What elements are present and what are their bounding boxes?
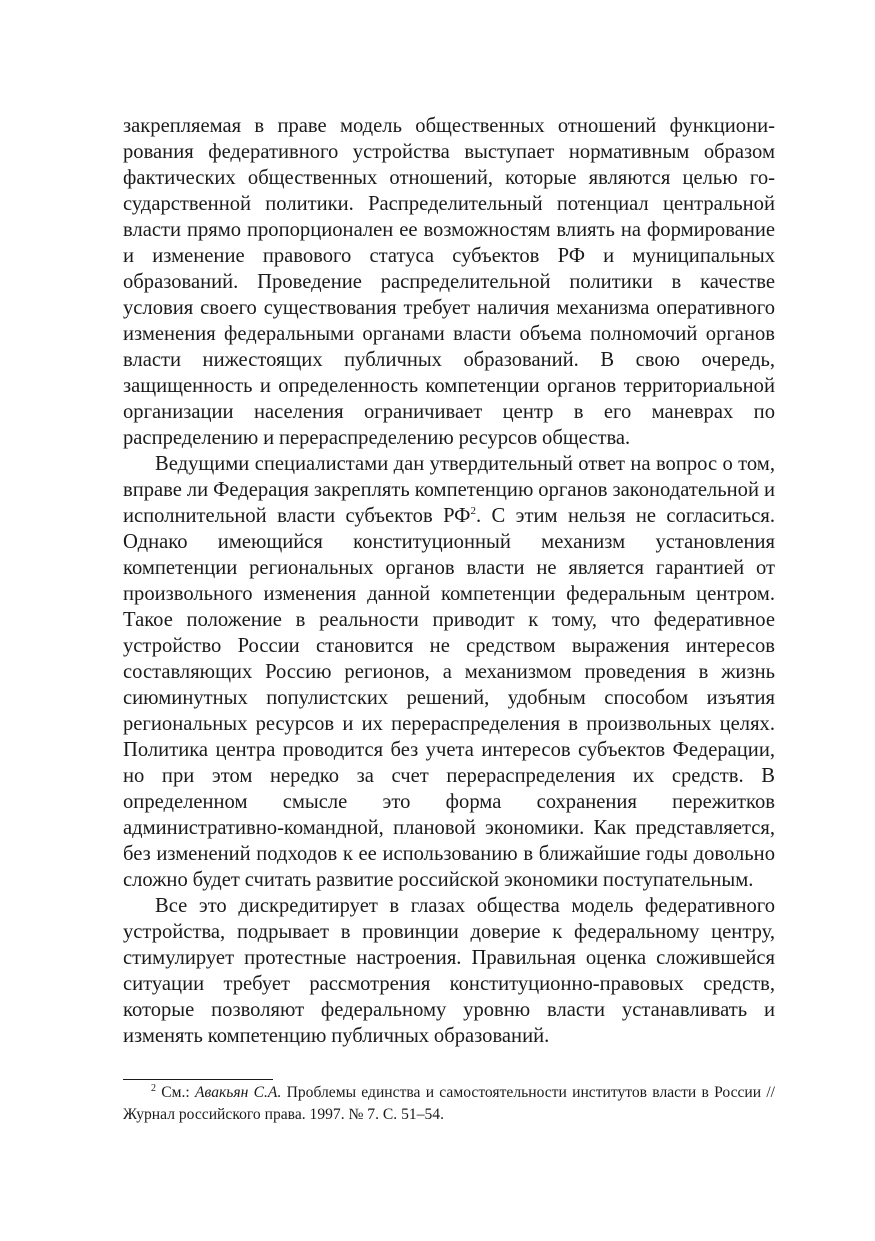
paragraph-3: Все это дискредитирует в глазах общества модель федеративного устройства, подрывает в провинции доверие к федеральному центру, стимулирует протестные настроения. Правильная оценка сложившейся ситуации требует рассмотрения конституционно-правовых средств, которые позволяют федеральному уровню власти устанавливать и изменять компетенцию публичных образований. [123, 895, 775, 1047]
paragraph-1: закрепляемая в праве модель общественных отношений функционирования федеративного устройства выступает нормативным образом фактических общественных отношений, которые являются целью государственной политики. Распределительный потенциал центральной власти прямо пропорционален ее возможностям влиять на формирование и изменение правового статуса субъектов РФ и муниципальных образований. Проведение распределительной политики в качестве условия своего существования требует наличия механизма оперативного изменения федеральными органами власти объема полномочий органов власти нижестоящих публичных образований. В свою очередь, защищенность и определенность компетенции органов территориальной организации населения ограничивает центр в его маневрах по распределению и перераспределению ресурсов общества. [123, 115, 775, 449]
paragraph-2-rest: С этим нельзя не согласиться. Однако имеющийся конституционный механизм установления компетенции региональных органов власти не является гарантией от произвольного изменения данной компетенции федеральным центром. Такое положение в реальности приводит к тому, что федеративное устройство России становится не средством выражения интересов составляющих Россию регионов, а механизмом проведения в жизнь сиюминутных популистских решений, удобным способом изъятия региональных ресурсов и их перераспределения в произвольных целях. Политика центра проводится без учета интересов субъектов Федерации, но при этом нередко за счет перераспределения их средств. В определенном смысле это форма сохранения пережитков административно-командной, плановой экономики. Как представляется, без изменений подходов к ее использованию в ближайшие годы довольно сложно будет считать развитие российской экономики поступательным. [123, 505, 775, 891]
paragraph-2-lead: Ведущими специалистами дан утвердительный ответ на вопрос о том, вправе ли Федерация закреплять компетенцию органов законодательной и исполнительной власти субъектов РФ [123, 453, 775, 527]
footnote-reference[interactable]: 2 [470, 505, 476, 518]
paragraph-2-ref-tail: . [475, 505, 492, 527]
footnote-prefix: См.: [156, 1084, 196, 1101]
footnote-text: Проблемы единства и самостоятельности институтов власти в России // Журнал российского права. 1997. № 7. С. 51–54. [123, 1084, 776, 1123]
footnote [123, 1082, 775, 1126]
paragraph-2 [123, 451, 775, 893]
footnote-divider [123, 1079, 273, 1080]
page-body [123, 113, 775, 1049]
footnote-author: Авакьян С.А. [195, 1084, 282, 1101]
footnote-number: 2 [151, 1082, 156, 1094]
